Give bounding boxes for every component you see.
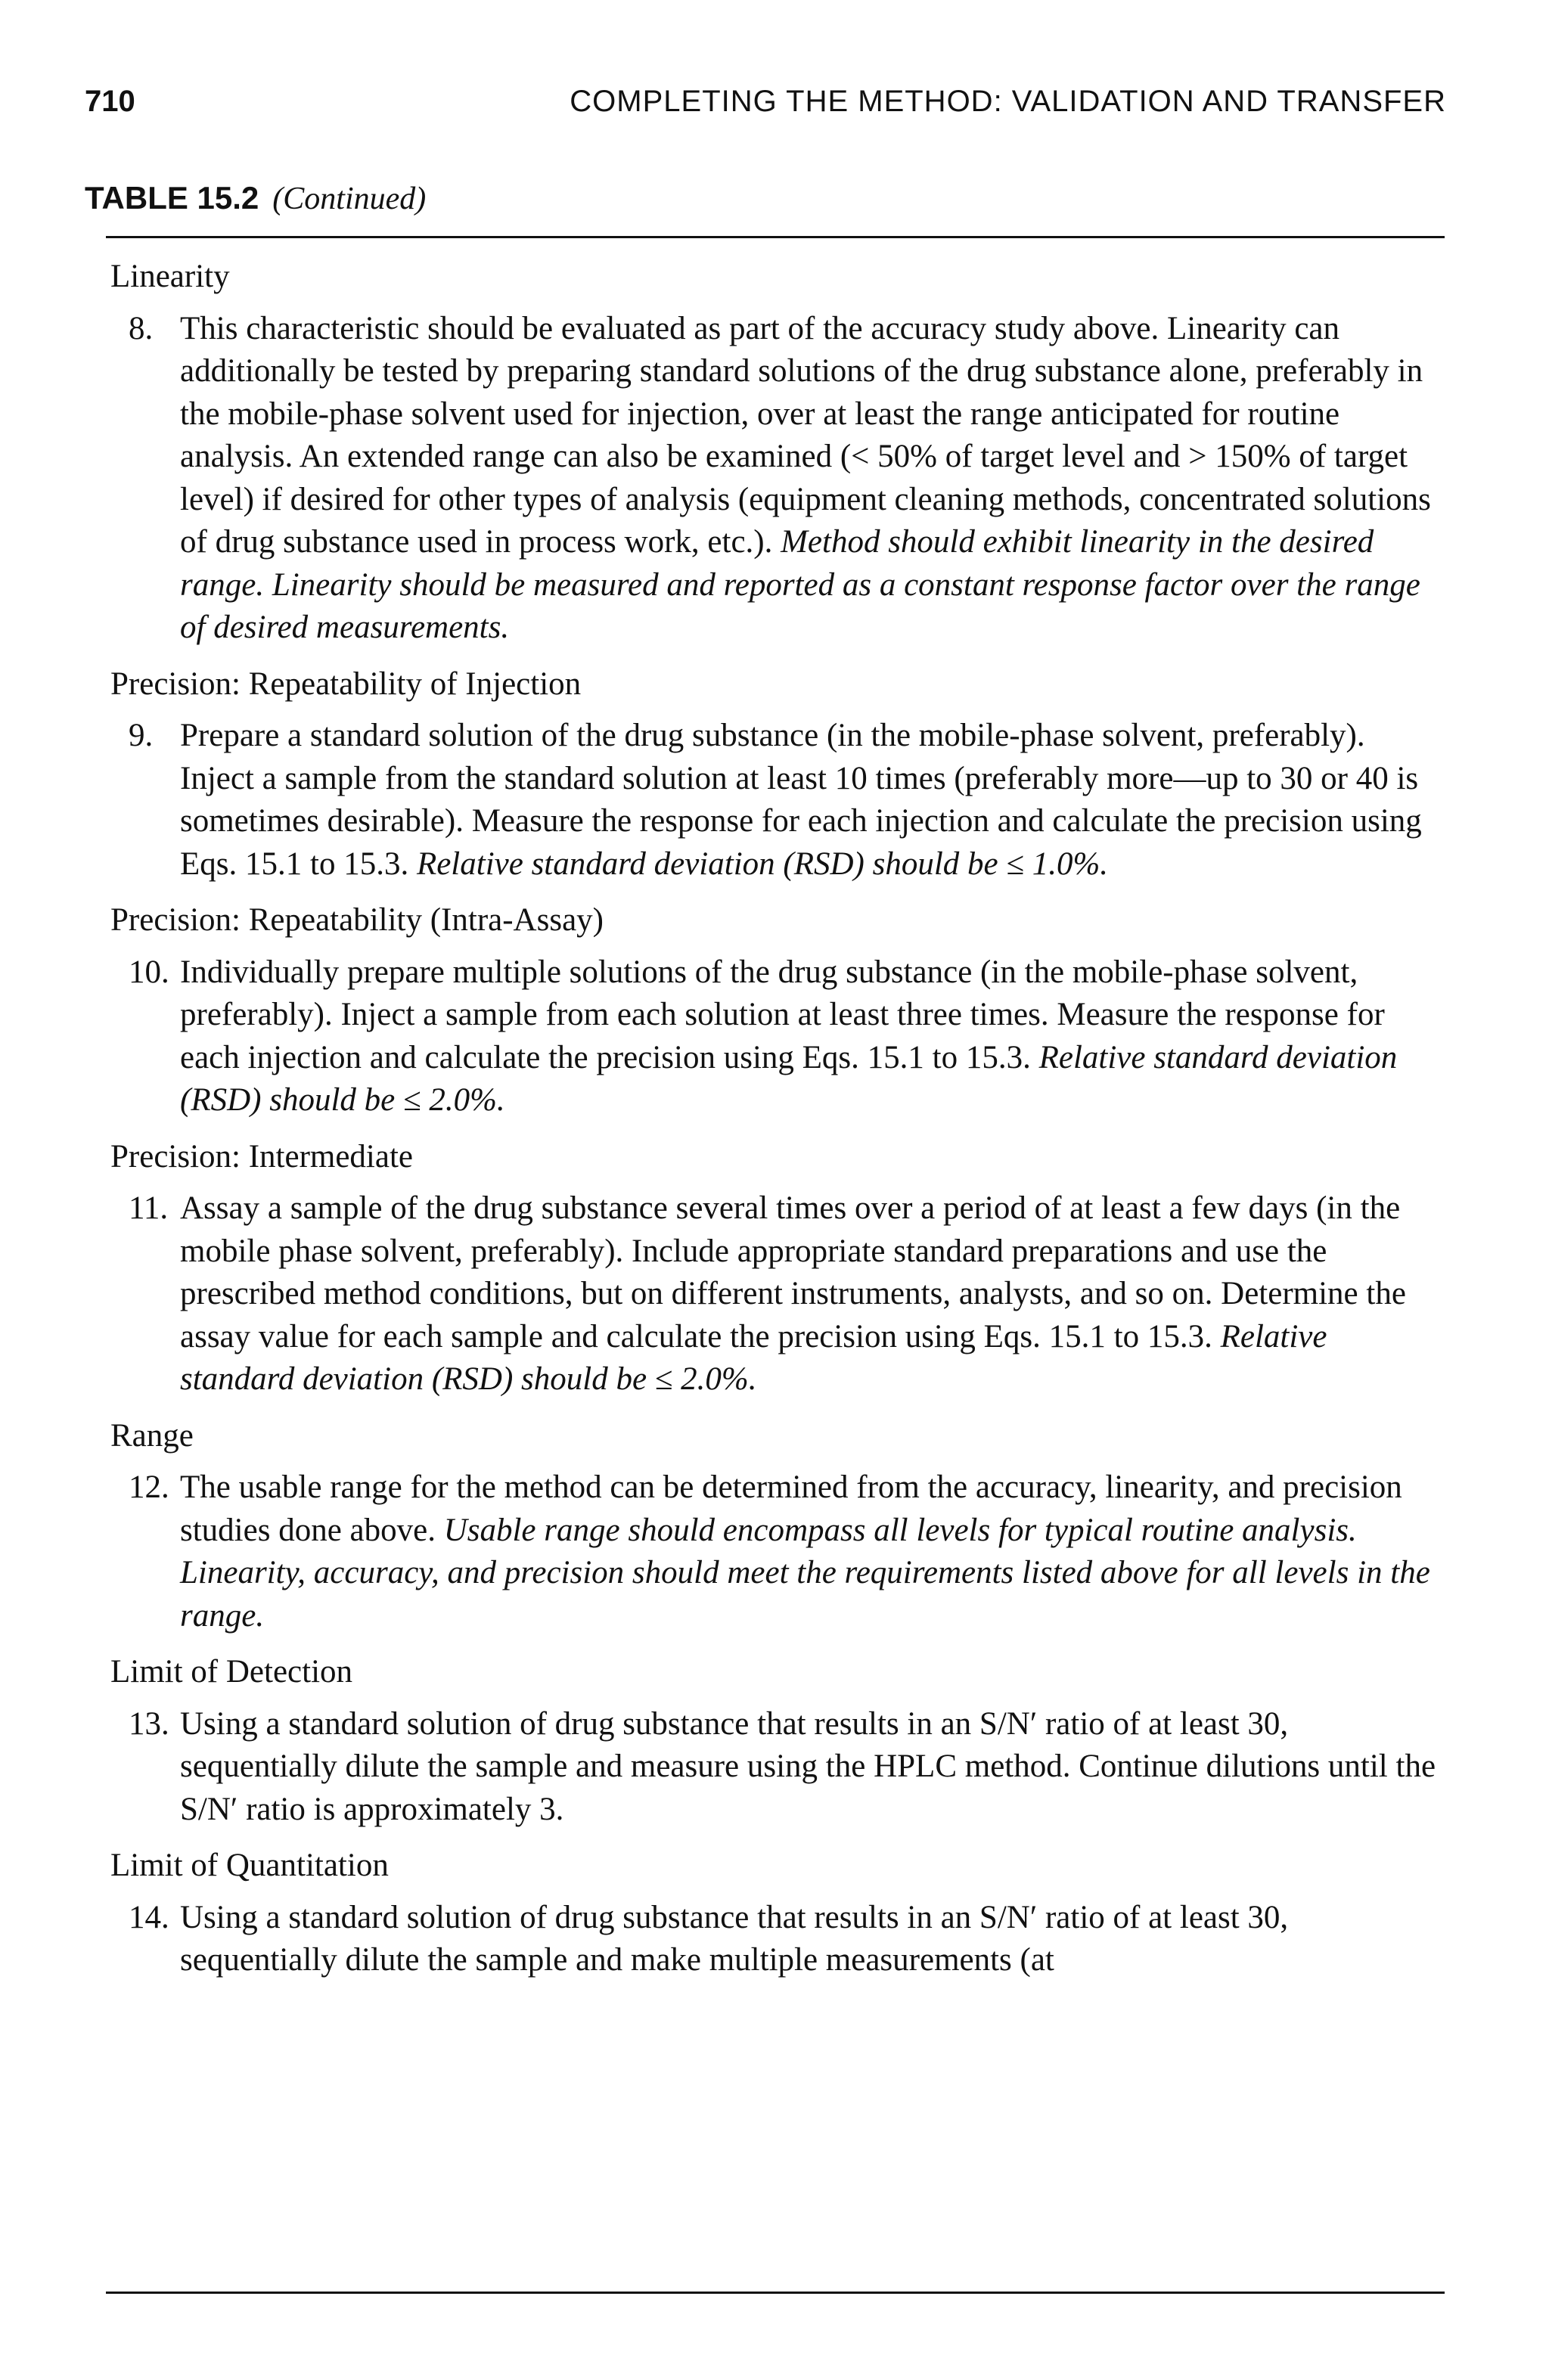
list-item <box>110 1466 1442 1637</box>
table-label: TABLE 15.2 <box>85 180 259 216</box>
item-requirement: Relative standard deviation (RSD) should be ≤ 1.0%. <box>416 846 1109 882</box>
table-continued: (Continued) <box>272 182 427 216</box>
table-body <box>110 256 1442 1993</box>
item-requirement: Relative standard deviation (RSD) should be ≤ 2.0%. <box>180 1318 1327 1397</box>
list-item <box>110 308 1442 650</box>
item-text: Individually prepare multiple solutions of the drug substance (in the mobile-phase solvent, preferably). Inject a sample from each solution at least three times. Measure the response for each injection and calculate the precision using Eqs. 15.1 to 15.3. <box>180 954 1385 1075</box>
item-text: Prepare a standard solution of the drug substance (in the mobile-phase solvent, preferably). Inject a sample from the standard solution at least 10 times (preferably more—up to 30 or 40 is sometimes desirable). Measure the response for each injection and calculate the precision using Eqs. 15.1 to 15.3. <box>180 718 1422 882</box>
item-text: This characteristic should be evaluated as part of the accuracy study above. Linearity can additionally be tested by preparing standard solutions of the drug substance alone, preferably in the mobile-phase solvent used for injection, over at least the range anticipated for routine analysis. An extended range can also be examined (< 50% of target level and > 150% of target level) if desired for other types of analysis (equipment cleaning methods, concentrated solutions of drug substance used in process work, etc.). <box>180 310 1431 560</box>
item-requirement: Usable range should encompass all levels for typical routine analysis. Linearity, accuracy, and precision should meet the requirements listed above for all levels in the range. <box>180 1512 1430 1634</box>
list-item <box>110 715 1442 886</box>
list-item <box>110 1187 1442 1401</box>
item-number: 14. <box>129 1899 169 1935</box>
item-number: 10. <box>129 954 169 990</box>
item-number: 13. <box>129 1705 169 1742</box>
item-text: Using a standard solution of drug substance that results in an S/N′ ratio of at least 30, sequentially dilute the sample and measure using the HPLC method. Continue dilutions until the S/N′ ratio is approximately 3. <box>180 1705 1436 1827</box>
list-item <box>110 951 1442 1122</box>
item-number: 8. <box>129 310 154 346</box>
item-text: Using a standard solution of drug substance that results in an S/N′ ratio of at least 30, sequentially dilute the sample and make multiple measurements (at <box>180 1899 1289 1978</box>
item-text: Assay a sample of the drug substance several times over a period of at least a few days (in the mobile phase solvent, preferably). Include appropriate standard preparations and use the prescribed method conditions, but on different instruments, analysts, and so on. Determine the assay value for each sample and calculate the precision using Eqs. 15.1 to 15.3. <box>180 1190 1406 1354</box>
section-heading-precision-intra-assay: Precision: Repeatability (Intra-Assay) <box>110 902 604 938</box>
list-item <box>110 1703 1442 1832</box>
section-heading-limit-of-detection: Limit of Detection <box>110 1654 353 1690</box>
item-number: 11. <box>129 1190 169 1226</box>
running-head <box>85 85 1446 130</box>
table-bottom-rule <box>106 2292 1445 2294</box>
table-top-rule <box>106 236 1445 238</box>
section-heading-range: Range <box>110 1417 194 1454</box>
section-heading-limit-of-quantitation: Limit of Quantitation <box>110 1848 389 1883</box>
item-number: 12. <box>129 1469 169 1505</box>
section-heading-precision-intermediate: Precision: Intermediate <box>110 1138 413 1174</box>
section-heading-precision-injection: Precision: Repeatability of Injection <box>110 666 582 702</box>
running-title: COMPLETING THE METHOD: VALIDATION AND TRANSFER <box>570 85 1446 118</box>
list-item <box>110 1897 1442 1982</box>
page-number: 710 <box>85 85 135 118</box>
table-caption <box>85 180 426 217</box>
section-heading-linearity: Linearity <box>110 259 230 294</box>
item-text: The usable range for the method can be determined from the accuracy, linearity, and precision studies done above. <box>180 1469 1402 1548</box>
item-number: 9. <box>129 718 154 753</box>
item-requirement: Method should exhibit linearity in the desired range. Linearity should be measured and reported as a constant response factor over the range of desired measurements. <box>180 524 1420 645</box>
item-requirement: Relative standard deviation (RSD) should be ≤ 2.0%. <box>180 1039 1398 1118</box>
